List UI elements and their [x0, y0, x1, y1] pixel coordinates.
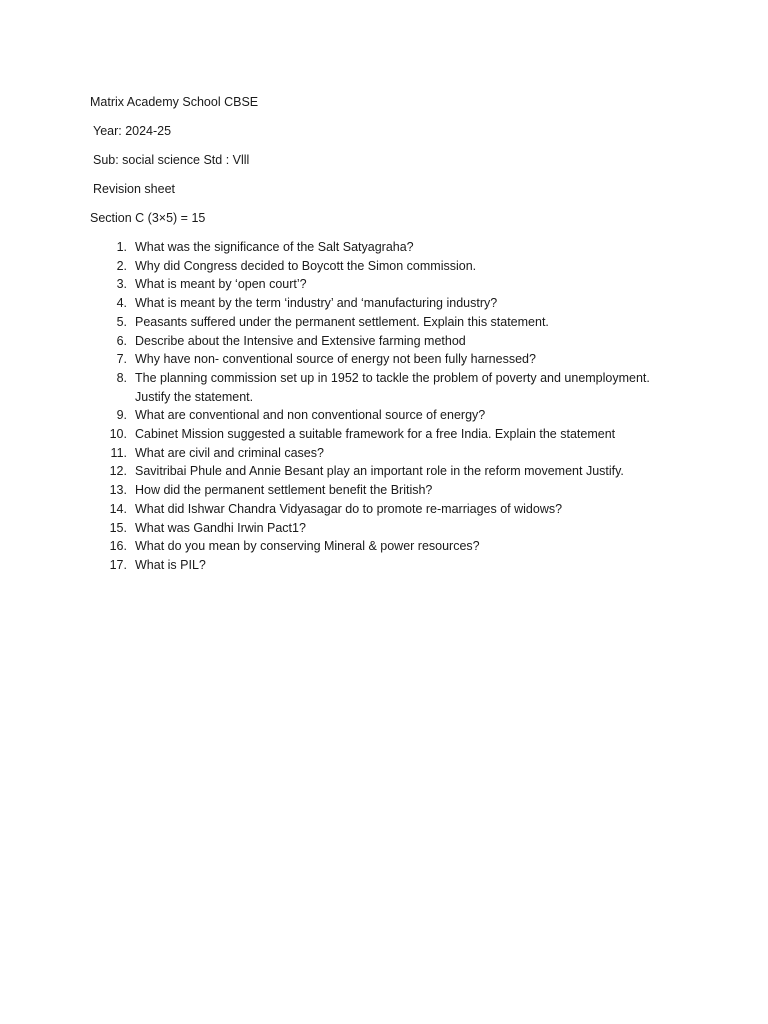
question-item: [0, 332, 700, 351]
question-number: 10.: [109, 427, 127, 442]
question-number: 17.: [109, 557, 127, 572]
question-text: Why have non- conventional source of energy not been fully harnessed?: [135, 352, 536, 367]
question-text: What was Gandhi Irwin Pact1?: [135, 520, 306, 535]
question-number: 15.: [109, 520, 127, 535]
question-item: [0, 444, 700, 463]
question-number: 5.: [116, 314, 127, 329]
section-heading: Section C (3×5) = 15: [90, 211, 206, 225]
school-name: Matrix Academy School CBSE: [90, 95, 259, 109]
question-item: [0, 519, 700, 538]
question-item: [0, 369, 700, 406]
question-number: 6.: [116, 333, 127, 348]
question-text: What did Ishwar Chandra Vidyasagar do to promote re-marriages of widows?: [135, 501, 563, 516]
subject-standard: Sub: social science Std : Vlll: [93, 153, 250, 167]
question-number: 2.: [116, 258, 127, 273]
question-number: 3.: [116, 277, 127, 292]
question-number: 9.: [116, 408, 127, 423]
question-text: What is meant by the term ‘industry’ and ‘manufacturing industry?: [135, 296, 498, 311]
question-text: How did the permanent settlement benefit the British?: [135, 483, 433, 498]
question-item: [0, 425, 700, 444]
question-list: [0, 238, 700, 575]
question-text: What are civil and criminal cases?: [135, 445, 324, 460]
question-number: 11.: [110, 445, 127, 460]
question-number: 7.: [116, 352, 127, 367]
question-item: [0, 462, 700, 481]
question-item: [0, 238, 700, 257]
question-number: 1.: [116, 240, 127, 254]
question-text: What was the significance of the Salt Satyagraha?: [135, 240, 414, 254]
question-item: [0, 556, 700, 575]
question-text: Savitribai Phule and Annie Besant play an important role in the reform movement Justify.: [135, 464, 624, 479]
question-text: What is PIL?: [135, 557, 206, 572]
question-number: 4.: [116, 296, 127, 311]
question-number: 14.: [109, 501, 127, 516]
question-text: What is meant by ‘open court’?: [135, 277, 307, 292]
question-item: [0, 537, 700, 556]
academic-year: Year: 2024-25: [93, 124, 172, 138]
question-item: [0, 313, 700, 332]
question-item: [0, 481, 700, 500]
sheet-title: Revision sheet: [93, 182, 175, 196]
question-text: Peasants suffered under the permanent settlement. Explain this statement.: [135, 314, 549, 329]
question-text: Cabinet Mission suggested a suitable framework for a free India. Explain the statement: [135, 427, 616, 442]
question-number: 16.: [109, 539, 127, 554]
question-number: 12.: [109, 464, 127, 479]
question-item: [0, 500, 700, 519]
question-text: The planning commission set up in 1952 to tackle the problem of poverty and unemployment.: [135, 370, 650, 385]
question-text: Why did Congress decided to Boycott the Simon commission.: [135, 258, 477, 273]
question-item: [0, 257, 700, 276]
question-text: What are conventional and non conventional source of energy?: [135, 408, 486, 423]
question-text: Describe about the Intensive and Extensive farming method: [135, 333, 466, 348]
question-text: What do you mean by conserving Mineral & power resources?: [135, 539, 480, 554]
question-number: 8.: [116, 370, 127, 385]
question-number: 13.: [109, 483, 127, 498]
question-item: [0, 294, 700, 313]
question-text: Justify the statement.: [135, 389, 254, 404]
question-item: [0, 275, 700, 294]
question-item: [0, 350, 700, 369]
question-item: [0, 406, 700, 425]
